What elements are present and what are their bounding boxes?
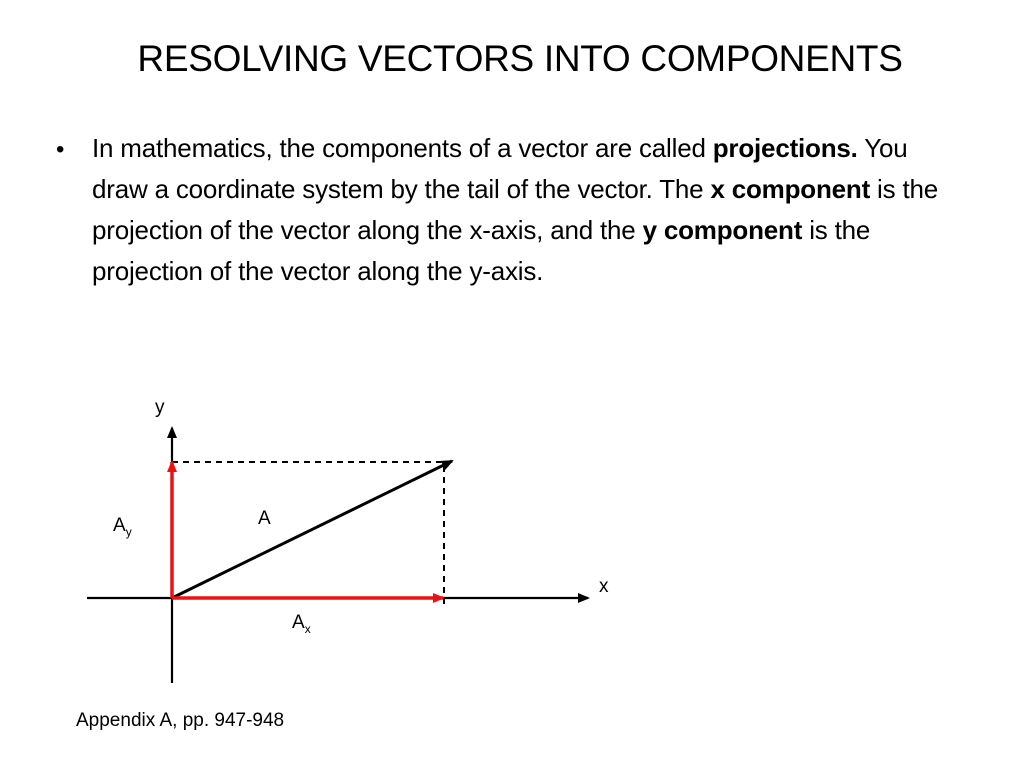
slide-title: RESOLVING VECTORS INTO COMPONENTS (137, 38, 903, 79)
ay-label-subscript: y (125, 525, 132, 539)
footnote-reference: Appendix A, pp. 947-948 (76, 710, 285, 731)
ax-label (292, 612, 311, 636)
term-y-component: y component (642, 215, 803, 245)
ay-label-main: A (113, 515, 126, 536)
ay-label (113, 515, 132, 539)
term-projections: projections. (712, 133, 858, 163)
ax-label-subscript: x (304, 622, 311, 636)
bullet-text-1: In mathematics, the components of a vector are called (92, 133, 713, 163)
bullet-text-3: is the projection of the vector along the x-axis, and the (92, 174, 938, 245)
y-axis-label: y (155, 397, 165, 418)
vector-a-label: A (258, 508, 271, 529)
vector-a-arrow (172, 461, 452, 598)
bullet-text-4: is the projection of the vector along the y-axis. (92, 215, 871, 286)
term-x-component: x component (710, 174, 871, 204)
bullet-marker: • (56, 136, 65, 163)
x-axis-label: x (599, 576, 609, 597)
bullet-text-2: You draw a coordinate system by the tail of the vector. The (92, 133, 908, 204)
ax-label-main: A (292, 612, 305, 633)
